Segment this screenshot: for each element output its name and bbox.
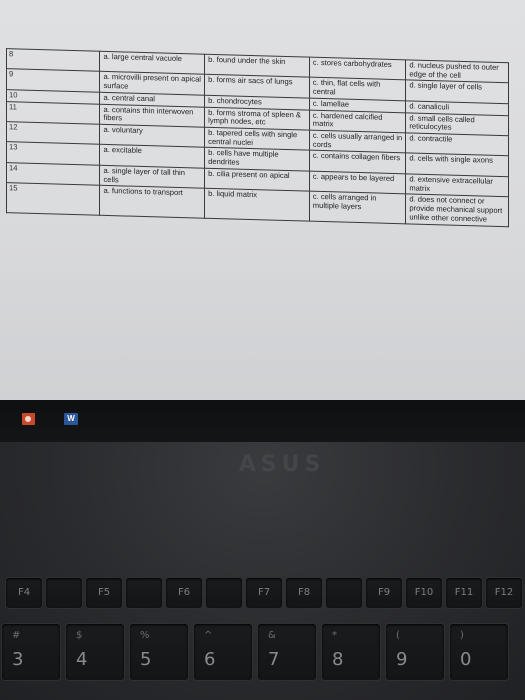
key-symbol: # [12,630,21,641]
question-number: 13 [7,142,100,165]
answer-option-b: b. found under the skin [205,54,310,77]
answer-option-a: a. single layer of tall thin cells [100,165,205,188]
number-key[interactable] [386,624,444,680]
answer-option-d: d. cells with single axons [406,153,509,176]
number-key[interactable] [450,624,508,680]
answer-option-b: b. cells have multiple dendrites [205,148,310,171]
function-key[interactable]: F12 [486,578,522,608]
answer-option-d: d. single layer of cells [406,80,509,103]
answer-option-b: b. liquid matrix [205,189,310,221]
function-key[interactable] [326,578,362,608]
answer-option-c: c. lamellae [309,98,406,112]
key-digit: 7 [268,649,280,670]
quiz-table [6,48,509,227]
answer-option-a: a. large central vacuole [100,51,205,74]
answer-option-c: c. stores carbohydrates [309,57,406,80]
answer-option-d: d. canaliculi [406,101,509,116]
key-symbol: % [140,630,150,641]
question-number: 9 [7,69,100,92]
number-key[interactable] [66,624,124,680]
question-number: 10 [7,90,100,104]
function-key[interactable]: F8 [286,578,322,608]
screen-glare [0,250,525,400]
answer-option-a: a. voluntary [100,124,205,147]
question-number: 14 [7,163,100,186]
key-symbol: & [268,630,276,641]
question-number: 15 [7,183,100,215]
key-symbol: ( [396,630,400,641]
answer-option-c: c. thin, flat cells with central [309,78,406,101]
answer-option-b: b. forms stroma of spleen & lymph nodes, etc [205,107,310,130]
function-key[interactable] [46,578,82,608]
key-symbol: * [332,630,337,641]
question-number: 11 [7,101,100,124]
function-key-row [0,578,525,612]
answer-option-c: c. cells usually arranged in cords [309,130,406,153]
function-key[interactable]: F5 [86,578,122,608]
answer-option-c: c. appears to be layered [309,171,406,194]
key-digit: 5 [140,649,152,670]
key-digit: 0 [460,649,472,670]
answer-option-a: a. excitable [100,145,205,168]
function-key[interactable]: F6 [166,578,202,608]
function-key[interactable]: F9 [366,578,402,608]
number-key-row [0,624,525,684]
answer-option-d: d. contractile [406,133,509,156]
answer-option-b: b. forms air sacs of lungs [205,75,310,98]
answer-option-d: d. extensive extracellular matrix [406,174,509,197]
taskbar [0,400,525,442]
question-number: 8 [7,49,100,72]
answer-option-b: b. chondrocytes [205,95,310,110]
key-digit: 4 [76,649,88,670]
number-key[interactable] [130,624,188,680]
answer-option-c: c. contains collagen fibers [309,151,406,174]
key-digit: 3 [12,649,24,670]
brand-logo: ASUS [238,452,326,477]
answer-option-d: d. does not connect or provide mechanical support unlike other connective [406,194,509,226]
answer-option-a: a. functions to transport [100,186,205,218]
number-key[interactable] [322,624,380,680]
word-icon[interactable]: W [64,413,78,425]
function-key[interactable]: F10 [406,578,442,608]
number-key[interactable] [258,624,316,680]
answer-option-c: c. cells arranged in multiple layers [309,191,406,223]
function-key[interactable]: F7 [246,578,282,608]
answer-option-a: a. contains thin interwoven fibers [100,104,205,127]
function-key[interactable] [126,578,162,608]
number-key[interactable] [2,624,60,680]
key-symbol: ) [460,630,464,641]
function-key[interactable]: F4 [6,578,42,608]
key-digit: 9 [396,649,408,670]
answer-option-b: b. cilia present on apical [205,168,310,191]
answer-option-d: d. small cells called reticulocytes [406,112,509,135]
key-digit: 6 [204,649,216,670]
answer-option-a: a. central canal [100,92,205,107]
key-symbol: $ [76,630,83,641]
answer-option-d: d. nucleus pushed to outer edge of the cell [406,60,509,83]
function-key[interactable] [206,578,242,608]
answer-option-a: a. microvilli present on apical surface [100,72,205,95]
key-digit: 8 [332,649,344,670]
answer-option-c: c. hardened calcified matrix [309,110,406,133]
key-symbol: ^ [204,630,213,641]
function-key[interactable]: F11 [446,578,482,608]
number-key[interactable] [194,624,252,680]
question-number: 12 [7,122,100,145]
answer-option-b: b. tapered cells with single central nuclei [205,127,310,150]
quiz-table-body [7,49,509,227]
powerpoint-icon[interactable] [22,413,35,425]
worksheet [0,48,525,227]
